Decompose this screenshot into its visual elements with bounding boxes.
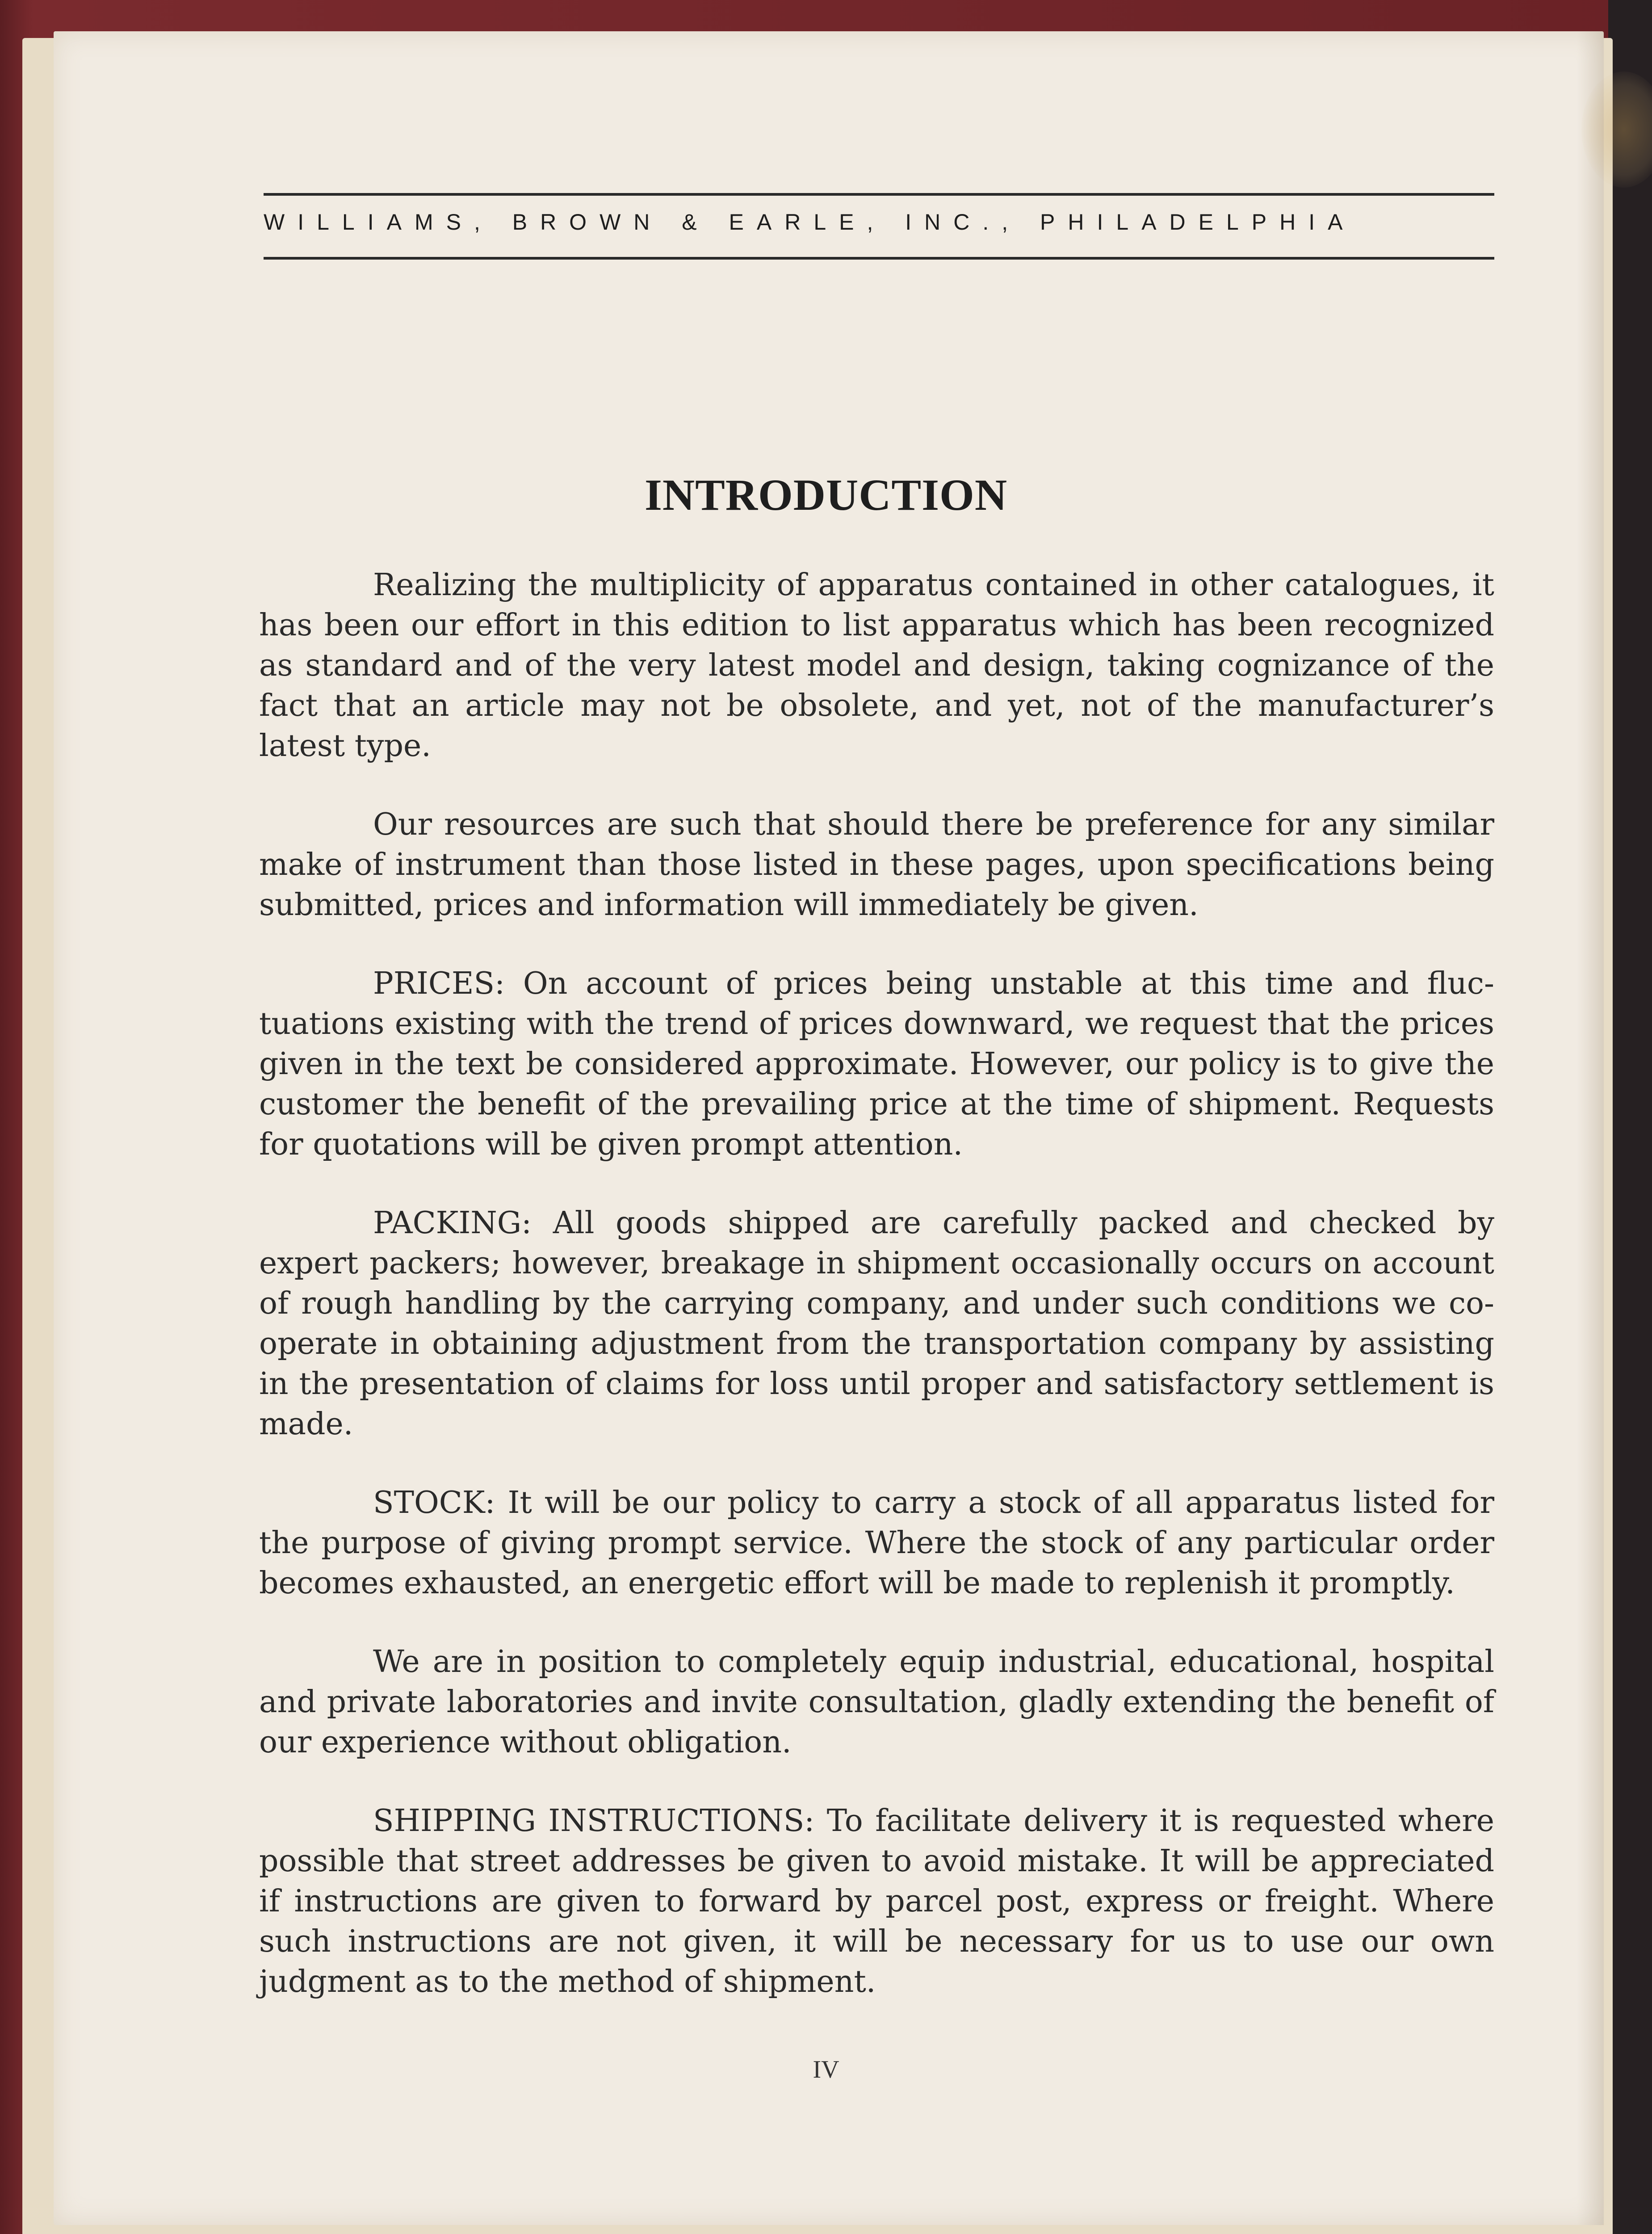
- header-rule-bottom: [264, 257, 1494, 260]
- paragraph-intro: Realizing the multiplicity of apparatus contained in other catalogues, it has been our effort in this edition to list apparatus which has been recognized as standard and of the very latest model and design, taking cognizance of the fact that an article may not be obsolete, and yet, not of the manufacturer’s latest type.: [259, 567, 1494, 764]
- introduction-body: [259, 565, 1494, 2041]
- paragraph-prices: PRICES: On account of prices being unstable at this time and fluctuations existing with the trend of prices downward, we request that the prices given in the text be considered approximate. However, our policy is to give the customer the benefit of the prevailing price at the time of shipment. Requests for quotations will be given prompt attention.: [259, 966, 1494, 1162]
- page-number: IV: [813, 2056, 839, 2083]
- paragraph-equipment: We are in position to completely equip industrial, educational, hospital and private laboratories and invite consultation, gladly extending the benefit of our experience without obligation.: [259, 1644, 1494, 1760]
- paper-stain: [1581, 71, 1652, 188]
- paragraph-shipping: SHIPPING INSTRUCTIONS: To facilitate delivery it is requested where possible that street addresses be given to avoid mistake. It will be appreciated if instructions are given to forward by parcel post, express or freight. Where such instructions are not given, it will be necessary for us to use our own judgment as to the method of shipment.: [259, 1803, 1494, 1999]
- page-title: INTRODUCTION: [644, 470, 1008, 520]
- cover-edge-right: [1608, 0, 1652, 2234]
- header-rule-top: [264, 193, 1494, 196]
- running-header: WILLIAMS, BROWN & EARLE, INC., PHILADELPHIA: [264, 210, 1356, 235]
- paragraph-packing: PACKING: All goods shipped are carefully packed and checked by expert packers; however, breakage in shipment occasionally occurs on account of rough handling by the carrying company, and under such conditions we co-operate in obtaining adjustment from the transportation company by assisting in the presentation of claims for loss until proper and satisfactory settlement is made.: [259, 1205, 1494, 1442]
- paragraph-stock: STOCK: It will be our policy to carry a stock of all apparatus listed for the purpose of giving prompt service. Where the stock of any particular order becomes exhausted, an energetic effort will be made to replenish it promptly.: [259, 1485, 1494, 1601]
- paragraph-resources: Our resources are such that should there be preference for any similar make of instrument than those listed in these pages, upon specifications being submitted, prices and information will immediately be given.: [259, 807, 1494, 923]
